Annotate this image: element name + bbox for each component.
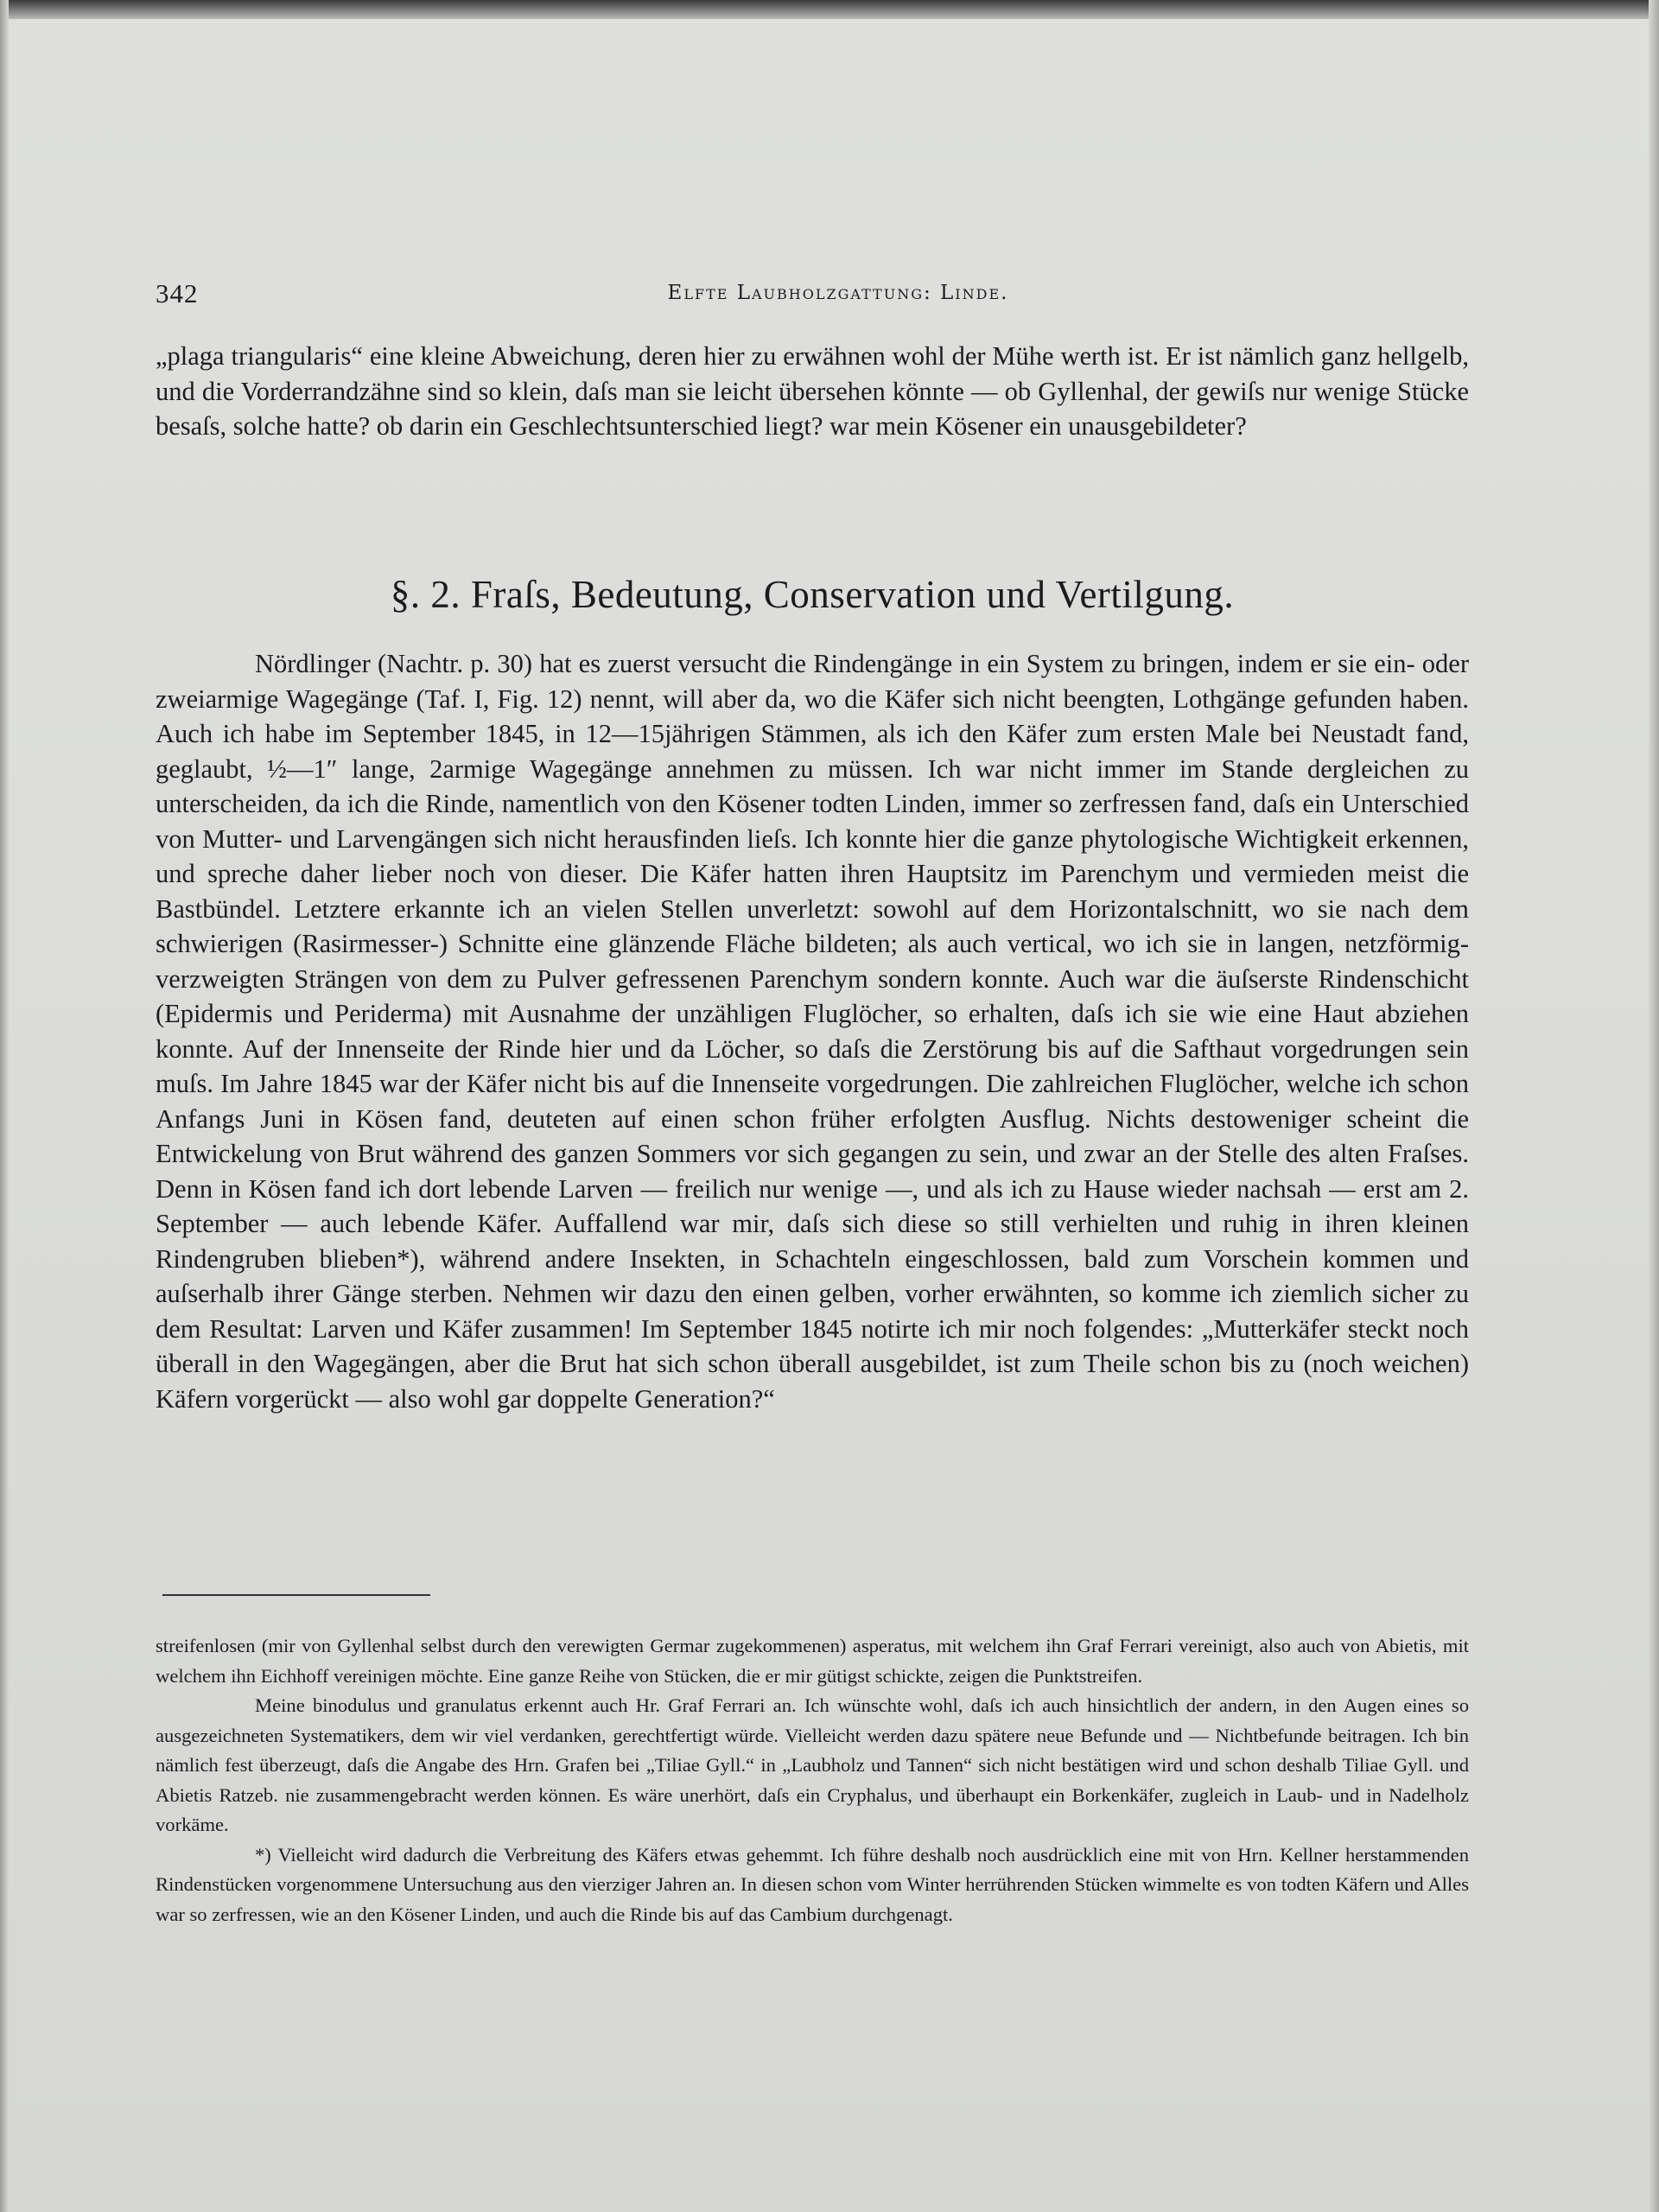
footnote-continuation: streifenlosen (mir von Gyllenhal selbst durch den verewigten Germar zugekommenen) asperatus, mit welchem ihn Graf Ferrari vereinigt, also auch von Abietis, mit welchem ihn Eichhoff vereinigen möchte. Eine ganze Reihe von Stücken, die er mir gütigst schickte, zeigen die Punktstreifen. [156, 1635, 1469, 1687]
footnote-rule [162, 1594, 430, 1596]
intro-paragraph: „plaga triangularis“ eine kleine Abweichung, deren hier zu erwähnen wohl der Mühe werth ist. Er ist nämlich ganz hellgelb, und die Vorderrandzähne sind so klein, daſs man sie leicht übersehen könnte — ob Gyllenhal, der gewiſs nur wenige Stücke besaſs, solche hatte? ob darin ein Geschlechtsunterschied liegt? war mein Kösener ein unausgebildeter? [156, 341, 1469, 441]
footnote-asterisk: *) Vielleicht wird dadurch die Verbreitung des Käfers etwas gehemmt. Ich führe deshalb noch ausdrücklich eine mit von Hrn. Kellner herstammenden Rindenstücken vorgenommene Untersuchung aus den vierziger Jahren an. In diesen schon vom Winter herrührenden Stücken wimmelte es von todten Käfern und Alles war so zerfressen, wie an den Kösener Linden, und auch die Rinde bis auf das Cambium durchgenagt. [156, 1843, 1469, 1925]
footnotes-block [156, 1631, 1469, 1929]
intro-block [156, 339, 1469, 444]
page-top-edge [0, 0, 1659, 19]
page-right-edge [1649, 0, 1659, 2212]
footnote-paragraph: Meine binodulus und granulatus erkennt auch Hr. Graf Ferrari an. Ich wünschte wohl, daſs ich auch hinsichtlich der andern, in den Augen eines so ausgezeichneten Systematikers, dem wir viel verdanken, gerechtfertigt würde. Vielleicht werden dazu spätere neue Befunde und — Nichtbefunde beitragen. Ich bin nämlich fest überzeugt, daſs die Angabe des Hrn. Grafen bei „Tiliae Gyll.“ in „Laubholz und Tannen“ sich nicht bestätigen wird und schon deshalb Tiliae Gyll. und Abietis Ratzeb. nie zusammengebracht werden können. Es wäre unerhört, daſs ein Cryphalus, und überhaupt ein Borkenkäfer, zugleich in Laub- und in Nadelholz vorkäme. [156, 1694, 1469, 1835]
running-title: Elfte Laubholzgattung: Linde. [667, 282, 1009, 304]
section-heading: §. 2. Fraſs, Bedeutung, Conservation und Vertilgung. [390, 573, 1235, 616]
main-text-block [156, 646, 1469, 1416]
running-head [156, 278, 1469, 315]
page-left-edge [0, 0, 9, 2212]
page-number: 342 [156, 278, 199, 308]
main-paragraph: Nördlinger (Nachtr. p. 30) hat es zuerst versucht die Rindengänge in ein System zu bringen, indem er sie ein- oder zweiarmige Wagegänge (Taf. I, Fig. 12) nennt, will aber da, wo die Käfer sich nicht beengten, Lothgänge gefunden haben. Auch ich habe im September 1845, in 12—15jährigen Stämmen, als ich den Käfer zum ersten Male bei Neustadt fand, geglaubt, ½—1″ lange, 2armige Wagegänge annehmen zu müssen. Ich war nicht immer im Stande dergleichen zu unterscheiden, da ich die Rinde, namentlich von den Kösener todten Linden, immer so zerfressen fand, daſs ein Unterschied von Mutter- und Larvengängen sich nicht herausfinden lieſs. Ich konnte hier die ganze phytologische Wichtigkeit erkennen, und spreche daher lieber noch von dieser. Die Käfer hatten ihren Hauptsitz im Parenchym und vermieden meist die Bastbündel. Letztere erkannte ich an vielen Stellen unverletzt: sowohl auf dem Horizontalschnitt, wo sie nach dem schwierigen (Rasirmesser-) Schnitte eine glänzende Fläche bildeten; als auch vertical, wo ich sie in langen, netzförmig-verzweigten Strängen von dem zu Pulver gefressenen Parenchym sondern konnte. Auch war die äuſserste Rindenschicht (Epidermis und Periderma) mit Ausnahme der unzähligen Fluglöcher, so erhalten, daſs ich sie wie eine Haut abziehen konnte. Auf der Innenseite der Rinde hier und da Löcher, so daſs die Zerstörung bis auf die Safthaut vorgedrungen sein muſs. Im Jahre 1845 war der Käfer nicht bis auf die Innenseite vorgedrungen. Die zahlreichen Fluglöcher, welche ich schon Anfangs Juni in Kösen fand, deuteten auf einen schon früher erfolgten Ausflug. Nichts destoweniger scheint die Entwickelung von Brut während des ganzen Sommers vor sich gegangen zu sein, und zwar an der Stelle des alten Fraſses. Denn in Kösen fand ich dort lebende Larven — freilich nur wenige —, und als ich zu Hause wieder nachsah — erst am 2. September — auch lebende Käfer. Auffallend war mir, daſs sich diese so still verhielten und ruhig in ihren kleinen Rindengruben blieben*), während andere Insekten, in Schachteln eingeschlossen, bald zum Vorschein kommen und auſserhalb ihrer Gänge sterben. Nehmen wir dazu den einen gelben, vorher erwähnten, so komme ich ziemlich sicher zu dem Resultat: Larven und Käfer zusammen! Im September 1845 notirte ich mir noch folgendes: „Mutterkäfer steckt noch überall in den Wagegängen, aber die Brut hat sich schon überall ausgebildet, ist zum Theile schon bis zu (noch weichen) Käfern vorgerückt — also wohl gar doppelte Generation?“ [156, 649, 1469, 1414]
